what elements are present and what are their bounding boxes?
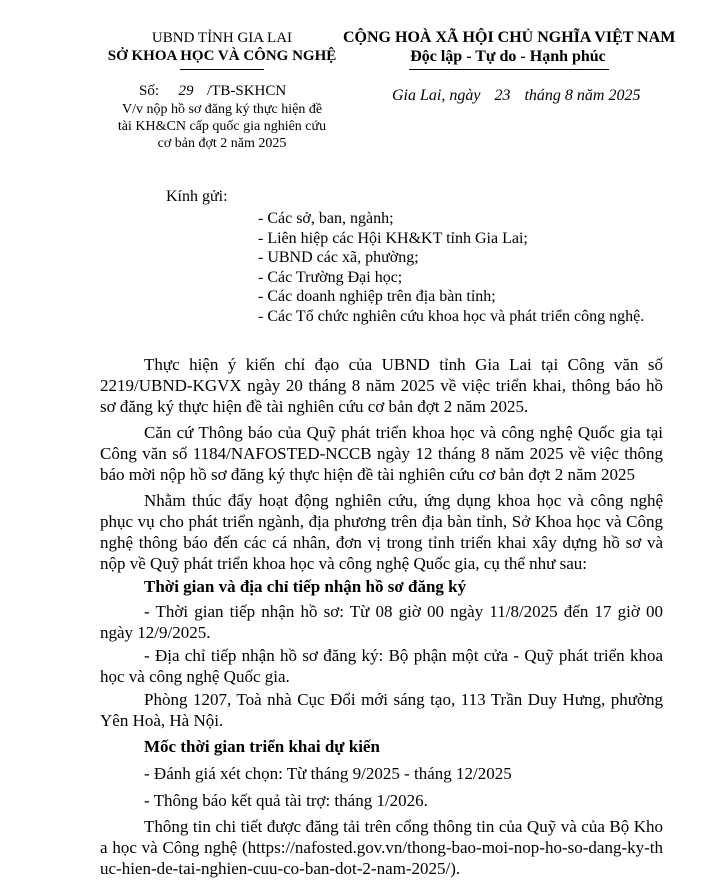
paragraph-9 [100, 816, 663, 879]
recipients-list [258, 209, 644, 326]
agency-underline [180, 69, 264, 70]
recipient-item: - Các sở, ban, ngành; [258, 210, 394, 227]
motto-underline [409, 69, 609, 70]
paragraph-5-text: - Địa chỉ tiếp nhận hồ sơ đăng ký: Bộ phận một cửa - Quỹ phát triển khoa học và công nghệ Quốc gia. [100, 646, 663, 686]
paragraph-7: - Đánh giá xét chọn: Từ tháng 9/2025 - tháng 12/2025 [144, 764, 512, 783]
paragraph-3-text: Nhằm thúc đẩy hoạt động nghiên cứu, ứng dụng khoa học và công nghệ phục vụ cho phát triển ngành, địa phương trên địa bàn tỉnh, Sở Khoa học và Công nghệ thông báo đến các cá nhân, đơn vị trong tỉnh triển khai xây dựng hồ sơ và nộp về Quỹ phát triển khoa học và công nghệ Quốc gia, cụ thể như sau: [100, 491, 663, 573]
paragraph-3 [100, 490, 663, 574]
date-suffix: tháng 8 năm 2025 [524, 87, 641, 104]
paragraph-4-text: - Thời gian tiếp nhận hồ sơ: Từ 08 giờ 00 ngày 11/8/2025 đến 17 giờ 00 ngày 12/9/2025. [100, 602, 663, 642]
doc-number-value: 29 [178, 83, 194, 99]
issue-date [392, 87, 640, 105]
paragraph-2 [100, 422, 663, 485]
paragraph-8: - Thông báo kết quả tài trợ: tháng 1/2026. [144, 791, 428, 810]
recipients-label: Kính gửi: [166, 188, 228, 205]
date-day: 23 [494, 87, 511, 104]
paragraph-5 [100, 645, 663, 687]
national-motto: Độc lập - Tự do - Hạnh phúc [410, 48, 606, 65]
recipient-item: - Các doanh nghiệp trên địa bàn tỉnh; [258, 288, 496, 305]
recipient-item: - Liên hiệp các Hội KH&KT tỉnh Gia Lai; [258, 229, 528, 247]
paragraph-9-text: Thông tin chi tiết được đăng tải trên cổng thông tin của Quỹ và của Bộ Khoa học và Công nghệ (https://nafosted.gov.vn/thong-bao-moi-nop-ho-so-dang-ky-thuc-hien-de-tai-nghien-cuu-co-ban-dot-2-nam-2025/). [100, 817, 663, 878]
paragraph-1-text: Thực hiện ý kiến chỉ đạo của UBND tỉnh Gia Lai tại Công văn số 2219/UBND-KGVX ngày 20 tháng 8 năm 2025 về việc triển khai, thông báo hồ sơ đăng ký thực hiện đề tài nghiên cứu cơ bản đợt 2 năm 2025. [100, 355, 663, 416]
doc-number-prefix: Số: [139, 83, 160, 99]
national-title: CỘNG HOÀ XÃ HỘI CHỦ NGHĨA VIỆT NAM [343, 29, 676, 46]
section-heading-timeline: Mốc thời gian triển khai dự kiến [144, 737, 380, 756]
recipient-item: - Các Trường Đại học; [258, 268, 403, 286]
paragraph-2-text: Căn cứ Thông báo của Quỹ phát triển khoa học và công nghệ Quốc gia tại Công văn số 1184/NAFOSTED-NCCB ngày 12 tháng 8 năm 2025 về việc thông báo mời nộp hồ sơ đăng ký thực hiện đề tài nghiên cứu cơ bản đợt 2 năm 2025 [100, 423, 663, 484]
subject-line: tài KH&CN cấp quốc gia nghiên cứu [117, 119, 327, 134]
document-number [139, 83, 286, 100]
section-heading-submission: Thời gian và địa chỉ tiếp nhận hồ sơ đăng ký [144, 577, 467, 596]
document-subject [88, 101, 356, 152]
paragraph-4 [100, 601, 663, 643]
subject-line: cơ bản đợt 2 năm 2025 [157, 136, 287, 151]
agency-name: SỞ KHOA HỌC VÀ CÔNG NGHỆ [107, 48, 337, 64]
doc-number-suffix: /TB-SKHCN [207, 83, 287, 99]
paragraph-1 [100, 354, 663, 417]
paragraph-6 [100, 689, 663, 731]
agency-parent: UBND TỈNH GIA LAI [151, 30, 293, 46]
paragraph-6-text: Phòng 1207, Toà nhà Cục Đổi mới sáng tạo, 113 Trần Duy Hưng, phường Yên Hoà, Hà Nội. [100, 690, 663, 730]
subject-line: V/v nộp hồ sơ đăng ký thực hiện đề [121, 102, 323, 117]
recipient-item: - UBND các xã, phường; [258, 249, 419, 266]
recipient-item: - Các Tổ chức nghiên cứu khoa học và phát triển công nghệ. [258, 307, 645, 325]
date-prefix: Gia Lai, ngày [392, 87, 481, 104]
